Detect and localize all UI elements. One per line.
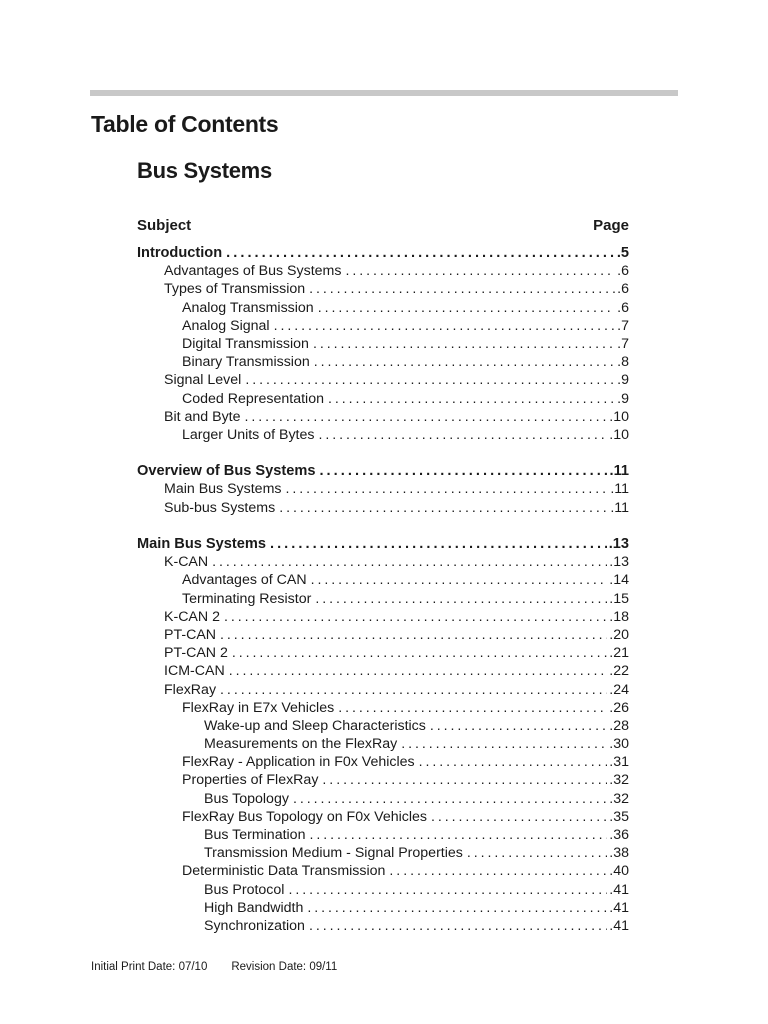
toc-dot-leader — [401, 735, 607, 753]
toc-page-number: . 22 — [609, 662, 629, 680]
toc-dot-leader — [338, 699, 607, 717]
toc-entry-title: Bus Protocol — [204, 881, 285, 898]
toc-entry[interactable] — [137, 553, 629, 571]
toc-entry[interactable] — [137, 917, 629, 935]
toc-page-number: . 7 — [617, 335, 629, 353]
toc-page-number: . 28 — [609, 717, 629, 735]
toc-dot-leader — [389, 862, 607, 880]
toc-dot-leader — [345, 262, 615, 280]
toc-entry[interactable] — [137, 626, 629, 644]
toc-page-number: . 32 — [609, 771, 629, 789]
toc-entry[interactable] — [137, 262, 629, 280]
toc-section-entry[interactable] — [137, 535, 629, 553]
toc-entry-title: Larger Units of Bytes — [182, 426, 315, 443]
toc-entry-title: Bit and Byte — [164, 408, 241, 425]
toc-page-number: . 10 — [609, 426, 629, 444]
toc-entry-title: Types of Transmission — [164, 281, 306, 298]
toc-entry[interactable] — [137, 753, 629, 771]
toc-entry-title: Wake-up and Sleep Characteristics — [204, 717, 426, 734]
toc-entry[interactable] — [137, 371, 629, 389]
toc-entry-title: PT-CAN — [164, 626, 217, 643]
toc-dot-leader — [315, 590, 607, 608]
toc-dot-leader — [319, 462, 607, 480]
toc-dot-leader — [467, 844, 607, 862]
toc-entry[interactable] — [137, 571, 629, 589]
toc-entry-title: Deterministic Data Transmission — [182, 863, 386, 880]
toc-page-number: . 38 — [609, 844, 629, 862]
toc-entry[interactable] — [137, 826, 629, 844]
toc-dot-leader — [212, 553, 607, 571]
toc-entry-title: Overview of Bus Systems — [137, 463, 316, 480]
toc-entry-title: Main Bus Systems — [137, 536, 266, 552]
toc-page-number: . 21 — [609, 644, 629, 662]
toc-entry[interactable] — [137, 608, 629, 626]
toc-entry-title: FlexRay Bus Topology on F0x Vehicles — [182, 808, 427, 825]
toc-page-number: . 9 — [617, 390, 629, 408]
toc-entry-title: FlexRay — [164, 681, 217, 698]
toc-entry[interactable] — [137, 426, 629, 444]
toc-page-number: . 11 — [610, 499, 629, 517]
toc-entry-title: Coded Representation — [182, 390, 324, 407]
toc-entry-title: Synchronization — [204, 917, 305, 934]
toc-entry[interactable] — [137, 881, 629, 899]
toc-entry[interactable] — [137, 735, 629, 753]
toc-dot-leader — [245, 408, 608, 426]
toc-entry-title: Measurements on the FlexRay — [204, 736, 398, 753]
toc-dot-leader — [419, 753, 608, 771]
toc-page-number: . 30 — [609, 735, 629, 753]
toc-entry[interactable] — [137, 280, 629, 298]
toc-entry[interactable] — [137, 317, 629, 335]
initial-print-date: Initial Print Date: 07/10 — [91, 961, 208, 973]
toc-page-number: . 41 — [609, 899, 629, 917]
toc-entry[interactable] — [137, 353, 629, 371]
toc-dot-leader — [311, 571, 608, 589]
toc-entry[interactable] — [137, 662, 629, 680]
toc-dot-leader — [313, 335, 615, 353]
toc-entry-title: PT-CAN 2 — [164, 645, 228, 662]
toc-entry-title: Terminating Resistor — [182, 590, 312, 607]
toc-page-number: . 6 — [617, 262, 629, 280]
toc-entry[interactable] — [137, 808, 629, 826]
toc-dot-leader — [245, 371, 615, 389]
toc-entry-title: Analog Signal — [182, 317, 270, 334]
toc-entry[interactable] — [137, 644, 629, 662]
toc-entry-title: Bus Termination — [204, 827, 306, 843]
toc-entry-title: Binary Transmission — [182, 354, 310, 371]
toc-entry[interactable] — [137, 681, 629, 699]
toc-entry[interactable] — [137, 699, 629, 717]
toc-entry-title: FlexRay - Application in F0x Vehicles — [182, 754, 415, 771]
toc-entry-title: Analog Transmission — [182, 299, 314, 316]
toc-page-number: . 40 — [609, 862, 629, 880]
page-footer — [91, 961, 337, 973]
toc-dot-leader — [430, 717, 607, 735]
revision-date: Revision Date: 09/11 — [231, 961, 338, 973]
toc-page-number: . 14 — [609, 571, 629, 589]
toc-entry-title: Sub-bus Systems — [164, 499, 276, 516]
toc-page-number: . 6 — [617, 299, 629, 317]
toc-page-number: . 20 — [609, 626, 629, 644]
toc-entry[interactable] — [137, 771, 629, 789]
toc-entry-title: Signal Level — [164, 372, 242, 389]
toc-entry[interactable] — [137, 844, 629, 862]
toc-page-number: . 9 — [617, 371, 629, 389]
toc-entry-title: Main Bus Systems — [164, 481, 282, 498]
toc-section-entry[interactable] — [137, 462, 629, 480]
toc-dot-leader — [307, 899, 607, 917]
toc-page-number: . 18 — [609, 608, 629, 626]
toc-page-number: . 32 — [609, 790, 629, 808]
toc-dot-leader — [274, 317, 616, 335]
toc-entry-title: K-CAN — [164, 554, 209, 571]
toc-entry[interactable] — [137, 299, 629, 317]
toc-dot-leader — [309, 280, 615, 298]
toc-page-number: . 8 — [617, 353, 629, 371]
toc-dot-leader — [318, 426, 607, 444]
document-subtitle: Bus Systems — [137, 158, 272, 183]
toc-entry[interactable] — [137, 335, 629, 353]
toc-entry-title: Properties of FlexRay — [182, 772, 319, 789]
toc-dot-leader — [293, 790, 607, 808]
toc-dot-leader — [322, 771, 607, 789]
toc-entry[interactable] — [137, 862, 629, 880]
toc-page-number: . 13 — [609, 535, 629, 553]
toc-entry[interactable] — [137, 499, 629, 517]
page-title: Table of Contents — [91, 111, 279, 137]
table-of-contents — [137, 244, 629, 935]
toc-dot-leader — [226, 244, 615, 262]
toc-section-entry[interactable] — [137, 244, 629, 262]
page-column-header: Page — [593, 217, 629, 234]
subject-column-header: Subject — [137, 217, 192, 234]
toc-page-number: . 10 — [609, 408, 629, 426]
toc-entry-title: FlexRay in E7x Vehicles — [182, 699, 335, 716]
toc-dot-leader — [220, 681, 607, 699]
toc-entry[interactable] — [137, 590, 629, 608]
toc-dot-leader — [288, 881, 607, 899]
toc-entry-title: Transmission Medium - Signal Properties — [204, 845, 463, 862]
toc-entry[interactable] — [137, 790, 629, 808]
toc-page-number: . 35 — [609, 808, 629, 826]
toc-page-number: . 31 — [609, 753, 629, 771]
toc-page-number: . 11 — [610, 480, 629, 498]
toc-dot-leader — [224, 608, 607, 626]
toc-page-number: . 41 — [609, 881, 629, 899]
toc-page-number: . 41 — [609, 917, 629, 935]
toc-dot-leader — [229, 662, 608, 680]
toc-page-number: . 24 — [609, 681, 629, 699]
toc-entry-title: Bus Topology — [204, 790, 289, 807]
toc-entry-title: Advantages of CAN — [182, 572, 307, 589]
toc-entry-title: Digital Transmission — [182, 335, 309, 352]
toc-dot-leader — [328, 390, 615, 408]
toc-page-number: . 15 — [609, 590, 629, 608]
toc-dot-leader — [285, 480, 608, 498]
header-rule — [90, 90, 678, 96]
toc-entry[interactable] — [137, 480, 629, 498]
toc-dot-leader — [314, 353, 615, 371]
toc-dot-leader — [318, 299, 615, 317]
toc-page-number: . 11 — [610, 462, 630, 480]
toc-page-number: . 36 — [609, 826, 629, 844]
toc-entry[interactable] — [137, 390, 629, 408]
toc-dot-leader — [279, 499, 608, 517]
toc-page-number: . 6 — [617, 280, 629, 298]
toc-page-number: . 26 — [609, 699, 629, 717]
toc-entry[interactable] — [137, 717, 629, 735]
toc-dot-leader — [431, 808, 607, 826]
toc-dot-leader — [309, 826, 607, 844]
toc-entry[interactable] — [137, 408, 629, 426]
toc-entry-title: ICM-CAN — [164, 663, 225, 680]
toc-dot-leader — [220, 626, 607, 644]
toc-dot-leader — [232, 644, 607, 662]
toc-page-number: . 5 — [617, 244, 629, 262]
toc-dot-leader — [270, 535, 607, 553]
toc-page-number: . 7 — [617, 317, 629, 335]
toc-entry-title: High Bandwidth — [204, 899, 304, 916]
toc-entry-title: Introduction — [137, 245, 223, 261]
toc-page-number: . 13 — [609, 553, 629, 571]
toc-entry[interactable] — [137, 899, 629, 917]
toc-dot-leader — [309, 917, 607, 935]
toc-entry-title: Advantages of Bus Systems — [164, 263, 342, 280]
toc-entry-title: K-CAN 2 — [164, 608, 220, 625]
